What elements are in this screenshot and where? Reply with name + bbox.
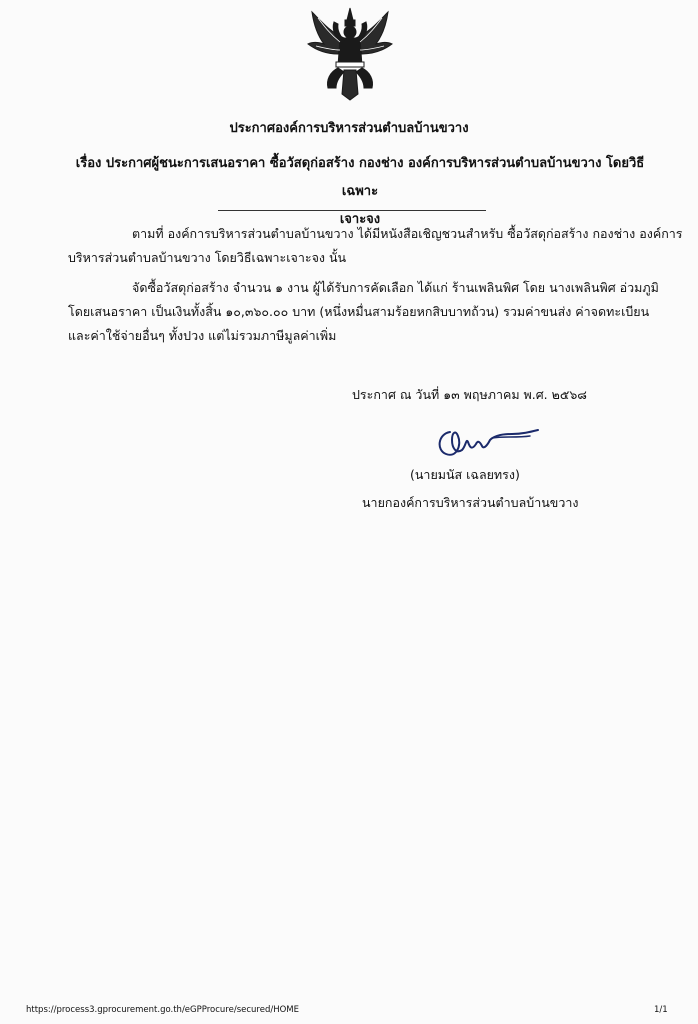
announcement-date: ประกาศ ณ วันที่ ๑๓ พฤษภาคม พ.ศ. ๒๕๖๘	[352, 387, 587, 402]
paragraph-2-line-2: โดยเสนอราคา เป็นเงินทั้งสิ้น ๑๐,๓๖๐.๐๐ บาท (หนึ่งหมื่นสามร้อยหกสิบบาทถ้วน) รวมค่าขนส่ง ค่าจดทะเบียน	[68, 304, 650, 319]
paragraph-2-line-1: จัดซื้อวัสดุก่อสร้าง จำนวน ๑ งาน ผู้ได้รับการคัดเลือก ได้แก่ ร้านเพลินพิศ โดย นางเพลินพิศ อ่วมภูมิ	[132, 280, 659, 295]
paragraph-2	[68, 276, 659, 348]
footer-url: https://process3.gprocurement.go.th/eGPProcure/secured/HOME	[26, 1005, 299, 1015]
garuda-emblem-icon	[300, 2, 400, 102]
signatory-name: (นายมนัส เฉลยทรง)	[410, 467, 520, 482]
signatory-position: นายกองค์การบริหารส่วนตำบลบ้านขวาง	[362, 495, 579, 510]
subject-line-2: เจาะจง	[339, 212, 381, 227]
subject-line-1: เรื่อง ประกาศผู้ชนะการเสนอราคา ซื้อวัสดุก่อสร้าง กองช่าง องค์การบริหารส่วนตำบลบ้านขวาง โดยวิธีเฉพาะ	[75, 156, 645, 199]
divider-line	[218, 210, 486, 211]
paragraph-1-line-1: ตามที่ องค์การบริหารส่วนตำบลบ้านขวาง ได้มีหนังสือเชิญชวนสำหรับ ซื้อวัสดุก่อสร้าง กองช่าง องค์การ	[132, 226, 683, 241]
paragraph-2-line-3: และค่าใช้จ่ายอื่นๆ ทั้งปวง แต่ไม่รวมภาษีมูลค่าเพิ่ม	[68, 328, 337, 343]
announcement-title: ประกาศองค์การบริหารส่วนตำบลบ้านขวาง	[229, 121, 469, 136]
footer-page-number: 1/1	[654, 1005, 668, 1015]
paragraph-1	[68, 222, 683, 270]
handwritten-signature-icon	[432, 420, 542, 466]
paragraph-1-line-2: บริหารส่วนตำบลบ้านขวาง โดยวิธีเฉพาะเจาะจง นั้น	[68, 250, 347, 265]
